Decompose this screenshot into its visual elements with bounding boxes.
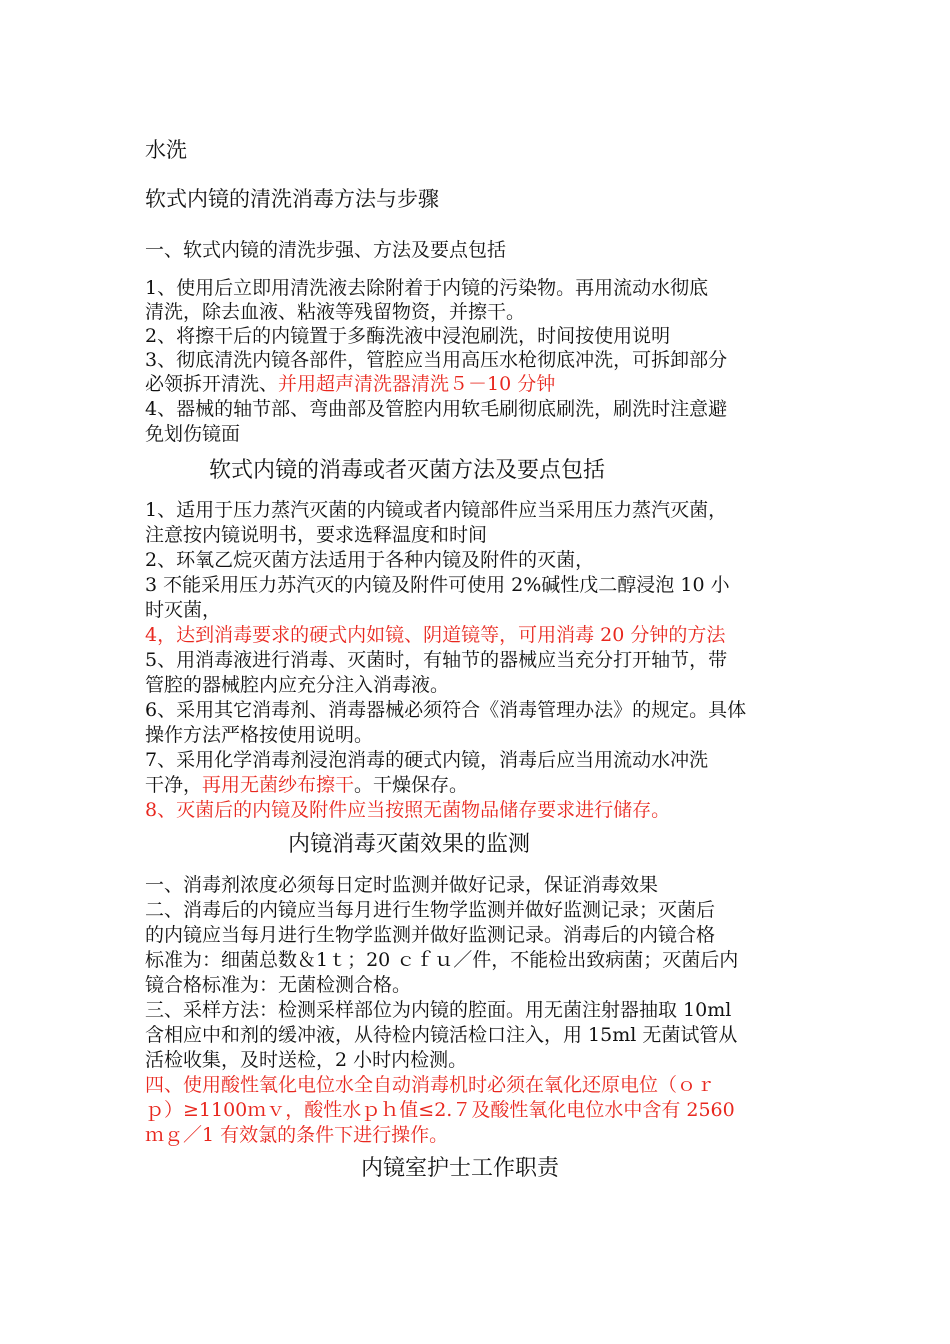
section3-line: 标准为：细菌总数＆1ｔ；20 ｃｆｕ／件，不能检出致病菌；灭菌后内 — [145, 949, 739, 971]
section3-line: 镜合格标准为：无菌检测合格。 — [145, 974, 412, 996]
small-title: 水洗 — [145, 138, 187, 162]
section2-line: 1、适用于压力蒸汽灭菌的内镜或者内镜部件应当采用压力蒸汽灭菌， — [145, 499, 728, 521]
section1-line: 1、使用后立即用清洗液去除附着于内镜的污染物。再用流动水彻底 — [145, 277, 709, 299]
section1-line: 3、彻底清洗内镜各部件，管腔应当用高压水枪彻底冲洗，可拆卸部分 — [145, 349, 728, 371]
section2-line: 6、采用其它消毒剂、消毒器械必须符合《消毒管理办法》的规定。具体 — [145, 699, 747, 721]
section2-line: 时灭菌， — [145, 599, 222, 621]
section2-heading: 软式内镜的消毒或者灭菌方法及要点包括 — [209, 458, 606, 483]
section2-line: 管腔的器械腔内应充分注入消毒液。 — [145, 674, 450, 696]
section2-line: 5、用消毒液进行消毒、灭菌时，有轴节的器械应当充分打开轴节，带 — [145, 649, 728, 671]
section1-heading: 一、软式内镜的清洗步强、方法及要点包括 — [145, 239, 507, 261]
section2-line: 7、采用化学消毒剂浸泡消毒的硬式内镜，消毒后应当用流动水冲洗 — [145, 749, 709, 771]
section3-line: 三、采样方法：检测采样部位为内镜的腔面。用无菌注射器抽取 10ml — [145, 999, 732, 1021]
section3-line: 一、消毒剂浓度必须每日定时监测并做好记录，保证消毒效果 — [145, 874, 659, 896]
section3-line-highlighted: ｐ）≥1100ｍｖ，酸性水ｐｈ值≤2.７及酸性氧化电位水中含有 2560 — [145, 1099, 735, 1121]
section1-line: 4、器械的轴节部、弯曲部及管腔内用软毛刷彻底刷洗，刷洗时注意避 — [145, 398, 728, 420]
section3-line: 二、消毒后的内镜应当每月进行生物学监测并做好监测记录；灭菌后 — [145, 899, 716, 921]
section1-line — [145, 372, 555, 396]
section2-line: 3 不能采用压力苏汽灭的内镜及附件可使用 2%碱性戊二醇浸泡 10 小 — [145, 574, 730, 596]
highlighted-text: 并用超声清洗器清洗５－10 分钟 — [278, 373, 556, 395]
section3-heading: 内镜消毒灭菌效果的监测 — [288, 832, 531, 857]
section2-line: 注意按内镜说明书，要求选释温度和时间 — [145, 524, 488, 546]
section1-line: 2、将擦干后的内镜置于多酶洗液中浸泡刷洗，时间按使用说明 — [145, 325, 671, 347]
section1-line: 免划伤镜面 — [145, 423, 241, 445]
section3-line-highlighted: ｍｇ／1 有效氯的条件下进行操作。 — [145, 1124, 449, 1146]
section2-line-text: 。干燥保存。 — [354, 774, 469, 796]
section2-line-highlighted: 8、灭菌后的内镜及附件应当按照无菌物品储存要求进行储存。 — [145, 799, 671, 821]
section3-line-highlighted: 四、使用酸性氧化电位水全自动消毒机时必须在氧化还原电位（ｏｒ — [145, 1074, 716, 1096]
section3-line: 含相应中和剂的缓冲液，从待检内镜活检口注入，用 15ml 无菌试管从 — [145, 1024, 738, 1046]
section2-line: 2、环氧乙烷灭菌方法适用于各种内镜及附件的灭菌， — [145, 549, 595, 571]
section3-line: 活检收集，及时送检，2 小时内检测。 — [145, 1049, 468, 1071]
section2-line — [145, 773, 468, 797]
section2-line-highlighted: 4，达到消毒要求的硬式内如镜、阴道镜等，可用消毒 20 分钟的方法 — [145, 624, 726, 646]
section4-heading: 内镜室护士工作职责 — [361, 1156, 560, 1181]
section1-line: 清洗，除去血液、粘液等残留物资，并擦干。 — [145, 301, 526, 323]
section1-line-text: 必领拆开清洗、 — [145, 373, 279, 395]
section3-line: 的内镜应当每月进行生物学监测并做好监测记录。消毒后的内镜合格 — [145, 924, 716, 946]
highlighted-text: 再用无菌纱布擦干 — [202, 774, 355, 796]
main-title: 软式内镜的清洗消毒方法与步骤 — [145, 187, 439, 211]
section2-line-text: 干净， — [145, 774, 203, 796]
section2-line: 操作方法严格按使用说明。 — [145, 724, 374, 746]
